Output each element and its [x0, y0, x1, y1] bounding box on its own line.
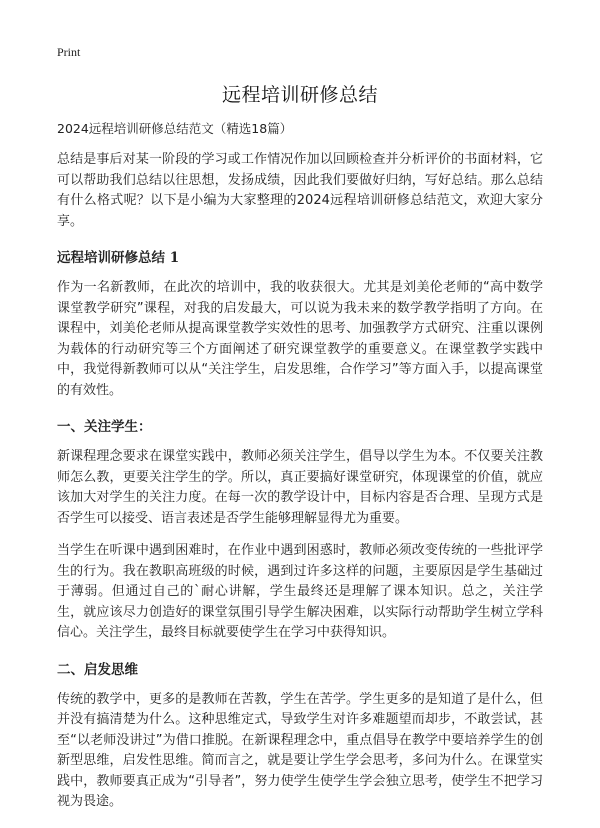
section-heading-inspire-thinking: 二、启发思维: [57, 661, 138, 678]
intro-paragraph: 总结是事后对某一阶段的学习或工作情况作加以回顾检查并分析评价的书面材料，它可以帮助我们总结以往思想，发扬成绩，因此我们要做好归纳，写好总结。那么总结有什么格式呢？以下是小编为大家整理的2024远程培训研修总结范文，欢迎大家分享。: [57, 152, 543, 229]
section-3-paragraph: 传统的教学中，更多的是教师在苦教，学生在苦学。学生更多的是知道了是什么，但并没有搞清楚为什么。这种思维定式，导致学生对许多难题望而却步，不敢尝试，甚至“以老师没讲过”为借口推脱。在新课程理念中，重点倡导在教学中要培养学生的创新型思维，启发性思维。简而言之，就是要让学生学会思考，多问为什么。在课堂实践中，教师要真正成为“引导者”，努力使学生使学生学会独立思考，使学生不把学习视为畏途。: [57, 691, 543, 809]
section-2-paragraph-1: 新课程理念要求在课堂实践中，教师必须关注学生，倡导以学生为本。不仅要关注教师怎么教，更要关注学生的学。所以，真正要搞好课堂研究，体现课堂的价值，就应该加大对学生的关注力度。在每一次的教学设计中，目标内容是否合理、呈现方式是否学生可以接受、语言表述是否学生能够理解显得尤为重要。: [57, 449, 543, 526]
document-title: 远程培训研修总结: [221, 84, 378, 106]
section-1-paragraph: 作为一名新教师，在此次的培训中，我的收获很大。尤其是刘美伦老师的“高中数学课堂教学研究”课程，对我的启发最大，可以说为我未来的数学教学指明了方向。在课程中，刘美伦老师从提高课堂教学实效性的思考、加强教学方式研究、注重以课例为载体的行动研究等三个方面阐述了研究课堂教学的重要意义。在课堂教学实践中中，我觉得新教师可以从“关注学生，启发思维，合作学习”等方面入手，以提高课堂的有效性。: [57, 280, 543, 398]
section-2-paragraph-2: 当学生在听课中遇到困难时，在作业中遇到困惑时，教师必须改变传统的一些批评学生的行为。我在教职高班级的时候，遇到过许多这样的问题，主要原因是学生基础过于薄弱。但通过自己的`耐心讲解，学生最终还是理解了课本知识。总之，关注学生，就应该尽力创造好的课堂氛围引导学生解决困难，以实际行动帮助学生树立学科信心。关注学生，最终目标就要使学生在学习中获得知识。: [57, 543, 543, 640]
print-link[interactable]: Print: [57, 45, 81, 59]
section-heading-focus-on-students: 一、关注学生：: [57, 419, 152, 435]
section-heading-summary-1: 远程培训研修总结 1: [57, 250, 180, 266]
document-body: [57, 120, 543, 825]
document-subtitle: 2024远程培训研修总结范文（精选18篇）: [57, 121, 293, 136]
